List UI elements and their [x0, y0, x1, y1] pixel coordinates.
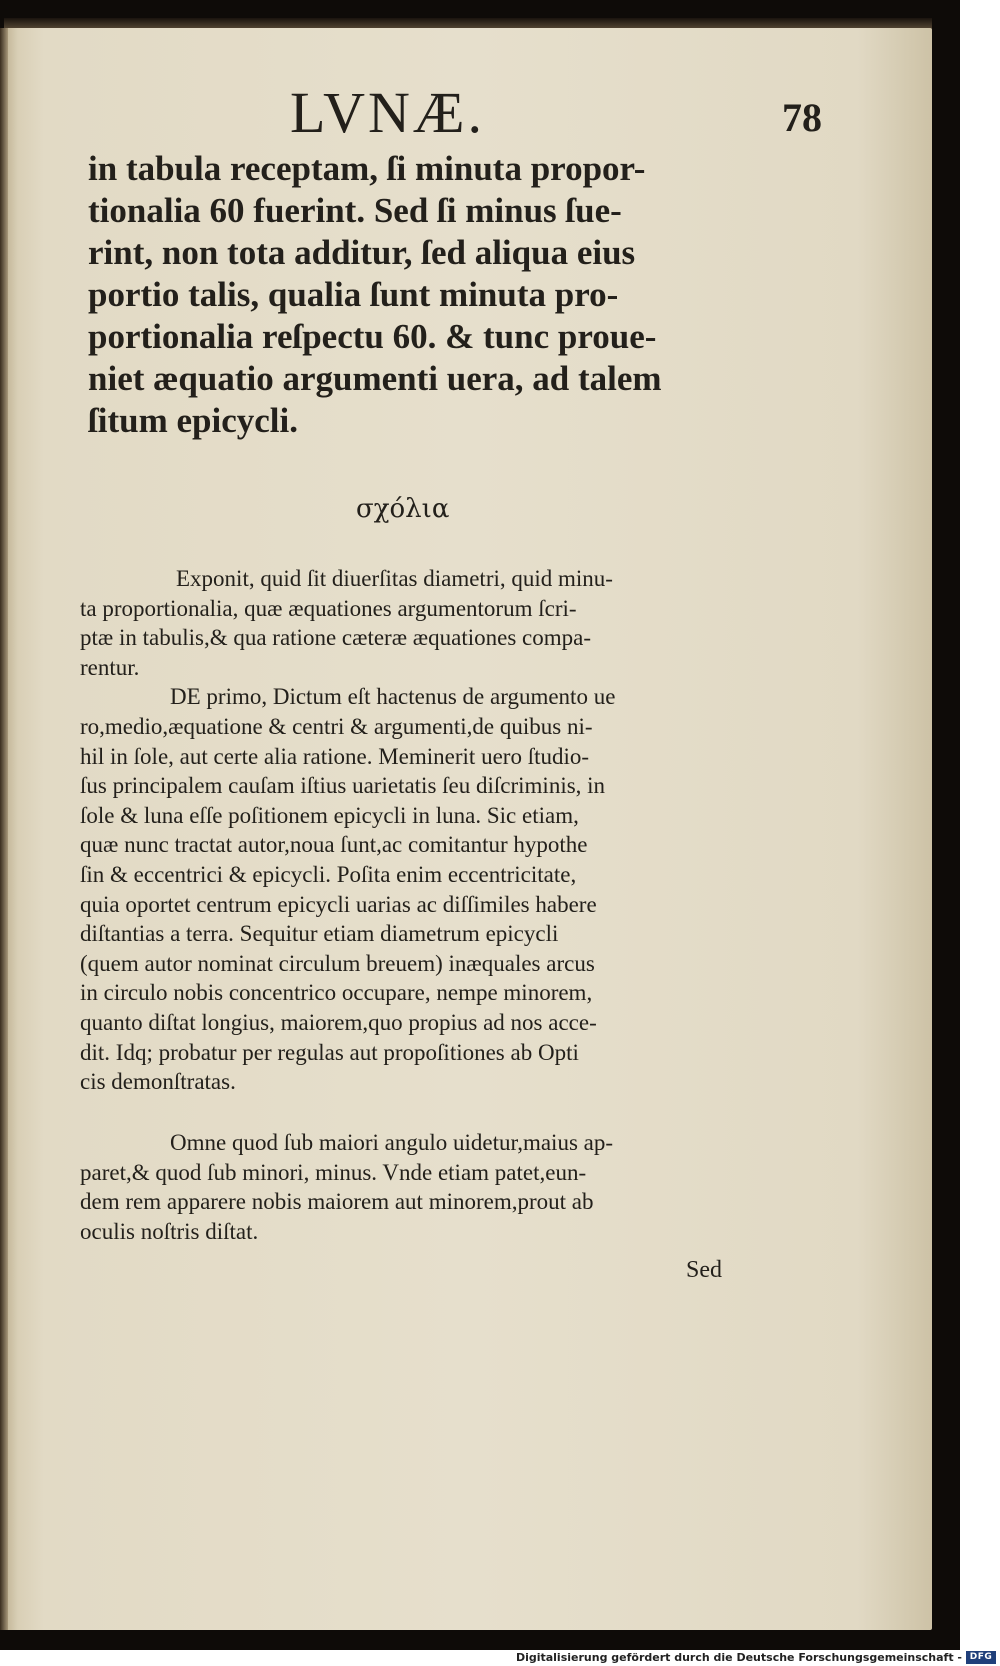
text-line: in tabula receptam, ſi minuta propor- [88, 149, 646, 188]
text-line: ſin & eccentrici & epicycli. Poſita enim eccentricitate, [80, 861, 577, 887]
text-line: dem rem apparere nobis maiorem aut minorem,prout ab [80, 1189, 594, 1215]
text-line: portio talis, qualia ſunt minuta pro- [88, 275, 619, 314]
commentary-block-2 [80, 1128, 740, 1246]
text-line: ta proportionalia, quæ æquationes argumentorum ſcri- [80, 595, 577, 621]
text-line: Exponit, quid ſit diuerſitas diametri, quid minu- [176, 566, 613, 591]
dfg-logo: DFG [966, 1651, 996, 1664]
text-line: paret,& quod ſub minori, minus. Vnde etiam patet,eun- [80, 1159, 587, 1185]
text-line: Omne quod ſub maiori angulo uidetur,maius ap- [170, 1130, 614, 1155]
text-line: oculis noſtris diſtat. [80, 1218, 259, 1244]
text-line: rentur. [80, 654, 140, 680]
text-line: ro,medio,æquatione & centri & argumenti,de quibus ni- [80, 713, 593, 739]
text-line: ptæ in tabulis,& qua ratione cæteræ æquationes compa- [80, 625, 592, 651]
text-line: quæ nunc tractat autor,noua ſunt,ac comitantur hypothe [80, 832, 588, 858]
text-line: dit. Idq; probatur per regulas aut propoſitiones ab Opti [80, 1039, 579, 1065]
text-line: quia oportet centrum epicycli uarias ac diſſimiles habere [80, 891, 597, 917]
catchword: Sed [686, 1257, 722, 1283]
text-line: rint, non tota additur, ſed aliqua eius [88, 233, 636, 272]
page-number: 78 [782, 95, 822, 140]
text-line: hil in ſole, aut certe alia ratione. Meminerit uero ſtudio- [80, 743, 590, 769]
text-line: niet æquatio argumenti uera, ad talem [88, 359, 662, 398]
text-line: cis demonſtratas. [80, 1069, 236, 1095]
text-line: ſole & luna eſſe poſitionem epicycli in luna. Sic etiam, [80, 802, 579, 828]
main-text-block [88, 148, 738, 442]
section-heading: σχόλια [356, 494, 450, 524]
text-line: DE primo, Dictum eſt hactenus de argumento ue [170, 684, 616, 710]
text-line: (quem autor nominat circulum breuem) inæquales arcus [80, 950, 595, 976]
text-line: portionalia reſpectu 60. & tunc proue- [88, 317, 657, 356]
text-line: ſus principalem cauſam iſtius uarietatis ſeu diſcriminis, in [80, 773, 606, 799]
text-line: quanto diſtat longius, maiorem,quo propius ad nos acce- [80, 1009, 597, 1035]
text-line: ſitum epicycli. [88, 401, 298, 440]
page-binding-edge [0, 28, 8, 1630]
running-head: LVNÆ. [290, 80, 485, 145]
text-line: tionalia 60 fuerint. Sed ſi minus ſue- [88, 191, 622, 230]
text-line: diſtantias a terra. Sequitur etiam diametrum epicycli [80, 921, 559, 947]
text-line: in circulo nobis concentrico occupare, nempe minorem, [80, 980, 593, 1006]
digitization-credit: Digitalisierung gefördert durch die Deutsche Forschungsgemeinschaft - [515, 1651, 962, 1664]
commentary-block-1 [80, 564, 740, 1097]
